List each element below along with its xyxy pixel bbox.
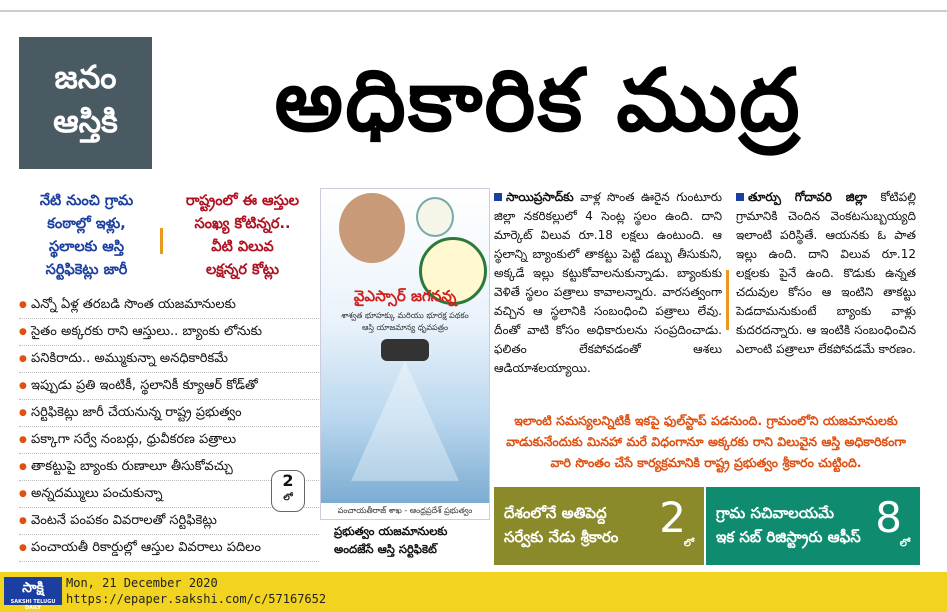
bullet-item: ● పనికిరాదు.. అమ్ముకున్నా అనధికారికమే (19, 346, 319, 373)
bullet-item: ● పక్కాగా సర్వే నంబర్లు, ధ్రువీకరణ పత్రాలు (19, 427, 319, 454)
caption-line: ప్రభుత్వం యజమానులకు (334, 524, 448, 538)
footer-bar (0, 572, 947, 612)
certificate-poster-image (320, 188, 490, 520)
subhead-right-line: రాష్ట్రంలో ఈ ఆస్తుల (185, 193, 300, 209)
badge-line-2: ఆస్తికి (53, 102, 118, 140)
column-text: వాళ్ల సొంత ఊరైన గుంటూరు జిల్లా నకరికల్లులో 4 సెంట్ల స్థలం ఉంది. దాని మార్కెట్ విలువ రూ.18 లక్షలు ఉంటుంది. ఆ స్థలాన్ని బ్యాంకులో తాకట్టు పెట్టి డబ్బు తీసుకుని, అక్కడే ఇల్లు కట్టుకోవాలనుకున్నాడు. బ్యాంకుకు వెళితే స్థలం పత్రాలు కావాలన్నారు. వారసత్వంగా వచ్చిన ఆ స్థలానికి సంబంధించి పత్రాలు లేవు. దీంతో వాటి కోసం అధికారులను సంప్రదించాడు. ఫలితం లేకపోవడంతో ఆశలు ఆడియాశలయ్యాయి. (494, 190, 722, 375)
bullet-item: ● వెంటనే పంపకం వివరాలతో సర్టిఫికెట్లు (19, 508, 319, 535)
story-column-2 (736, 188, 916, 359)
subhead-left (19, 190, 154, 282)
teaser-page-number: 2 (659, 493, 686, 542)
poster-title: వైఎస్సార్ జగనన్న (353, 287, 457, 305)
badge-line-1: జనం (54, 58, 117, 96)
teaser-line: ఇక సబ్ రిజిస్ట్రారు ఆఫీస్ (716, 528, 861, 546)
state-emblem-icon (416, 197, 454, 237)
subhead-right-line: లక్షన్నర కోట్లు (206, 262, 279, 278)
teaser-page-unit: లో (899, 538, 910, 549)
subhead-right-line: వీటి విలువ (211, 239, 274, 255)
subhead-left-line: స్థలాలకు ఆస్తి (48, 239, 125, 255)
headline: అధికారిక ముద్ర (274, 51, 802, 151)
column-divider (726, 270, 729, 330)
column-lead: సాయిప్రసాద్‌కు (506, 190, 574, 204)
divider-bar (160, 228, 163, 254)
teaser-box-secretariat[interactable] (706, 487, 920, 565)
column-text: కోటిపల్లి గ్రామానికి చెందిన వెంకటసుబ్బయ్యది ఇలాంటి పరిస్థితే. ఆయనకు ఓ పాత ఇల్లు ఉంది. దాని విలువ రూ.12 లక్షలకు పైనే ఉంది. కొడుకు ఉన్నత చదువుల కోసం ఆ ఇంటిని తాకట్టు పెడదామనుకుంటే బ్యాంకు వాళ్లు కుదరదన్నారు. ఆ ఇంటికి సంబంధించిన ఎలాంటి పత్రాలూ లేకపోవడమే కారణం. (736, 190, 916, 356)
teaser-text (504, 501, 654, 549)
subhead-right-line: సంఖ్య కోటిన్నర.. (194, 216, 291, 232)
bullet-item: ● సైతం అక్కరకు రాని ఆస్తులు.. బ్యాంకు లోనుకు (19, 319, 319, 346)
bullet-item: ● ఎన్నో ఏళ్ల తరబడి సొంత యజమానులకు (19, 292, 319, 319)
bullet-item: ● తాకట్టుపై బ్యాంకు రుణాలూ తీసుకోవచ్చు (19, 454, 319, 481)
bullet-item: ● సర్టిఫికెట్లు జారీ చేయనున్న రాష్ట్ర ప్రభుత్వం (19, 400, 319, 427)
highlight-paragraph: ఇలాంటి సమస్యలన్నిటికీ ఇకపై ఫుల్‌స్టాప్ పడనుంది. గ్రామంలోని యజమానులకు వాడుకునేందుకు మినహా మరే విధంగానూ అక్కరకు రాని విలువైన ఆస్తి అధికారికంగా వారి సొంతం చేసే కార్యక్రమానికి రాష్ట్ర ప్రభుత్వం శ్రీకారం చుట్టింది. (506, 413, 906, 470)
teaser-text (716, 501, 886, 549)
page-ref-badge (271, 470, 305, 512)
section-badge (19, 37, 152, 169)
subhead-right (170, 190, 315, 282)
edition-date: Mon, 21 December 2020 (66, 576, 218, 590)
page-ref-unit: లో (283, 493, 293, 503)
teaser-page-number: 8 (875, 493, 902, 542)
story-column-1 (494, 188, 722, 378)
portrait-photo (339, 193, 405, 263)
bullet-item: ● పంచాయతీ రికార్డుల్లో ఆస్తుల వివరాలు పదిలం (19, 535, 319, 562)
page-ref-number: 2 (282, 471, 294, 490)
teaser-line: దేశంలోనే అతిపెద్ద (504, 504, 607, 522)
drone-icon (381, 339, 429, 361)
photo-caption (334, 522, 494, 558)
sakshi-logo[interactable] (4, 577, 62, 611)
logo-subtext: SAKSHI TELUGU DAILY (10, 599, 56, 611)
teaser-page-unit: లో (683, 538, 694, 549)
subhead-left-line: కంఠాల్లో ఇళ్లు, (47, 216, 126, 232)
bullet-item: ● అన్నదమ్ములు పంచుకున్నా (19, 481, 319, 508)
drone-beam (351, 361, 459, 481)
epaper-link[interactable]: https://epaper.sakshi.com/c/57167652 (66, 592, 327, 606)
bullet-item: ● ఇప్పుడు ప్రతి ఇంటికీ, స్థలానికీ క్యూఆర్ కోడ్‌తో (19, 373, 319, 400)
teaser-line: సర్వేకు నేడు శ్రీకారం (504, 528, 619, 546)
caption-line: అందజేసే ఆస్తి సర్టిఫికెట్ (334, 542, 437, 556)
teaser-box-survey[interactable] (494, 487, 704, 565)
bullet-list (19, 292, 319, 562)
poster-subtitle-2: ఆస్తి యాజమాన్య ధృవపత్రం (361, 323, 449, 332)
poster-footer: పంచాయతీరాజ్ శాఖ - ఆంధ్రప్రదేశ్ ప్రభుత్వం (321, 503, 489, 519)
poster-subtitle: శాశ్వత భూహక్కు మరియు భూరక్ష పథకం (341, 311, 469, 320)
teaser-line: గ్రామ సచివాలయమే (716, 504, 834, 522)
square-bullet-icon (494, 193, 502, 201)
column-lead: తూర్పు గోదావరి జిల్లా (748, 190, 868, 204)
square-bullet-icon (736, 193, 744, 201)
logo-text: సాక్షి (22, 580, 44, 596)
subhead-left-line: నేటి నుంచి గ్రామ (39, 193, 134, 209)
top-rule (0, 10, 947, 12)
subhead-left-line: సర్టిఫికెట్లు జారీ (45, 262, 128, 278)
